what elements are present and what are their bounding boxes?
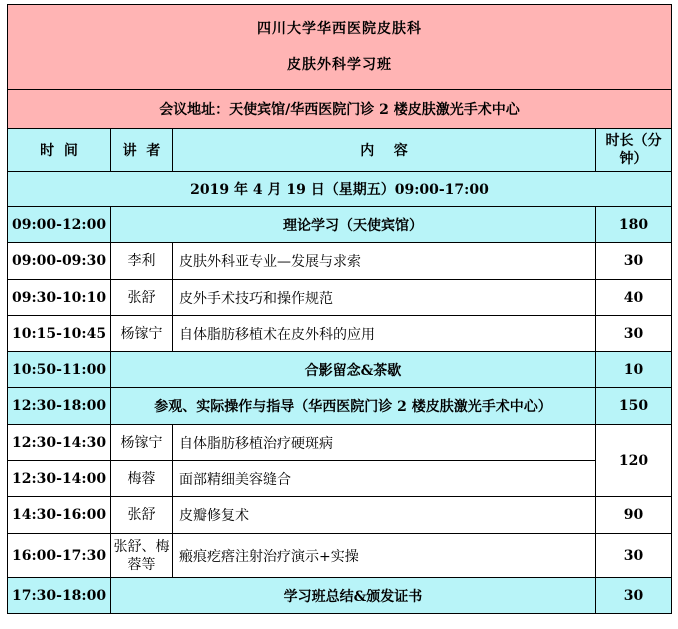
- table-row: [8, 461, 672, 497]
- row-content: 合影留念&茶歇: [111, 352, 596, 388]
- row-time: 12:30-18:00: [8, 388, 111, 425]
- row-duration: 150: [596, 388, 672, 425]
- row-content: 自体脂肪移植治疗硬斑病: [173, 425, 596, 461]
- row-time: 14:30-16:00: [8, 497, 111, 534]
- row-duration: 180: [596, 207, 672, 243]
- title-line-2: 皮肤外科学习班: [287, 57, 392, 73]
- row-time: 16:00-17:30: [8, 534, 111, 578]
- row-speaker: 张舒: [111, 497, 173, 534]
- header-time: 时 间: [8, 129, 111, 172]
- row-time: 09:30-10:10: [8, 280, 111, 316]
- header-row: [8, 129, 672, 172]
- row-speaker: 张舒: [111, 280, 173, 316]
- row-content: 学习班总结&颁发证书: [111, 578, 596, 614]
- page-title: [8, 5, 672, 90]
- venue-row: [8, 90, 672, 129]
- row-content: 皮外手术技巧和操作规范: [173, 280, 596, 316]
- row-time: 12:30-14:30: [8, 425, 111, 461]
- row-speaker: 李利: [111, 243, 173, 280]
- row-duration: 40: [596, 280, 672, 316]
- venue-text: 会议地址：天使宾馆/华西医院门诊 2 楼皮肤激光手术中心: [8, 90, 672, 129]
- row-duration: 30: [596, 316, 672, 352]
- row-time: 09:00-09:30: [8, 243, 111, 280]
- date-text: 2019 年 4 月 19 日（星期五）09:00-17:00: [8, 172, 672, 207]
- table-row: [8, 578, 672, 614]
- row-duration: 10: [596, 352, 672, 388]
- table-row: [8, 534, 672, 578]
- row-content: 面部精细美容缝合: [173, 461, 596, 497]
- table-row: [8, 316, 672, 352]
- row-duration: 90: [596, 497, 672, 534]
- header-speaker: 讲 者: [111, 129, 173, 172]
- row-time: 10:50-11:00: [8, 352, 111, 388]
- row-time: 17:30-18:00: [8, 578, 111, 614]
- table-row: [8, 207, 672, 243]
- row-duration: 30: [596, 578, 672, 614]
- row-speaker: 杨镓宁: [111, 316, 173, 352]
- row-content: 皮肤外科亚专业—发展与求索: [173, 243, 596, 280]
- title-line-1: 四川大学华西医院皮肤科: [257, 21, 422, 37]
- row-time: 12:30-14:00: [8, 461, 111, 497]
- table-row: [8, 243, 672, 280]
- table-row: [8, 497, 672, 534]
- row-time: 10:15-10:45: [8, 316, 111, 352]
- schedule-table: [7, 4, 672, 614]
- table-row: [8, 425, 672, 461]
- table-row: [8, 280, 672, 316]
- row-duration: 30: [596, 243, 672, 280]
- table-row: [8, 352, 672, 388]
- header-duration: 时长（分钟）: [596, 129, 672, 172]
- row-time: 09:00-12:00: [8, 207, 111, 243]
- row-duration: 120: [596, 425, 672, 497]
- row-duration: 30: [596, 534, 672, 578]
- row-content: 皮瓣修复术: [173, 497, 596, 534]
- row-content: 自体脂肪移植术在皮外科的应用: [173, 316, 596, 352]
- table-row: [8, 388, 672, 425]
- row-content: 参观、实际操作与指导（华西医院门诊 2 楼皮肤激光手术中心）: [111, 388, 596, 425]
- title-row: [8, 5, 672, 90]
- row-speaker: 杨镓宁: [111, 425, 173, 461]
- row-content: 瘢痕疙瘩注射治疗演示+实操: [173, 534, 596, 578]
- row-speaker: 梅蓉: [111, 461, 173, 497]
- date-row: [8, 172, 672, 207]
- row-speaker: 张舒、梅蓉等: [111, 534, 173, 578]
- row-content: 理论学习（天使宾馆）: [111, 207, 596, 243]
- header-content: 内 容: [173, 129, 596, 172]
